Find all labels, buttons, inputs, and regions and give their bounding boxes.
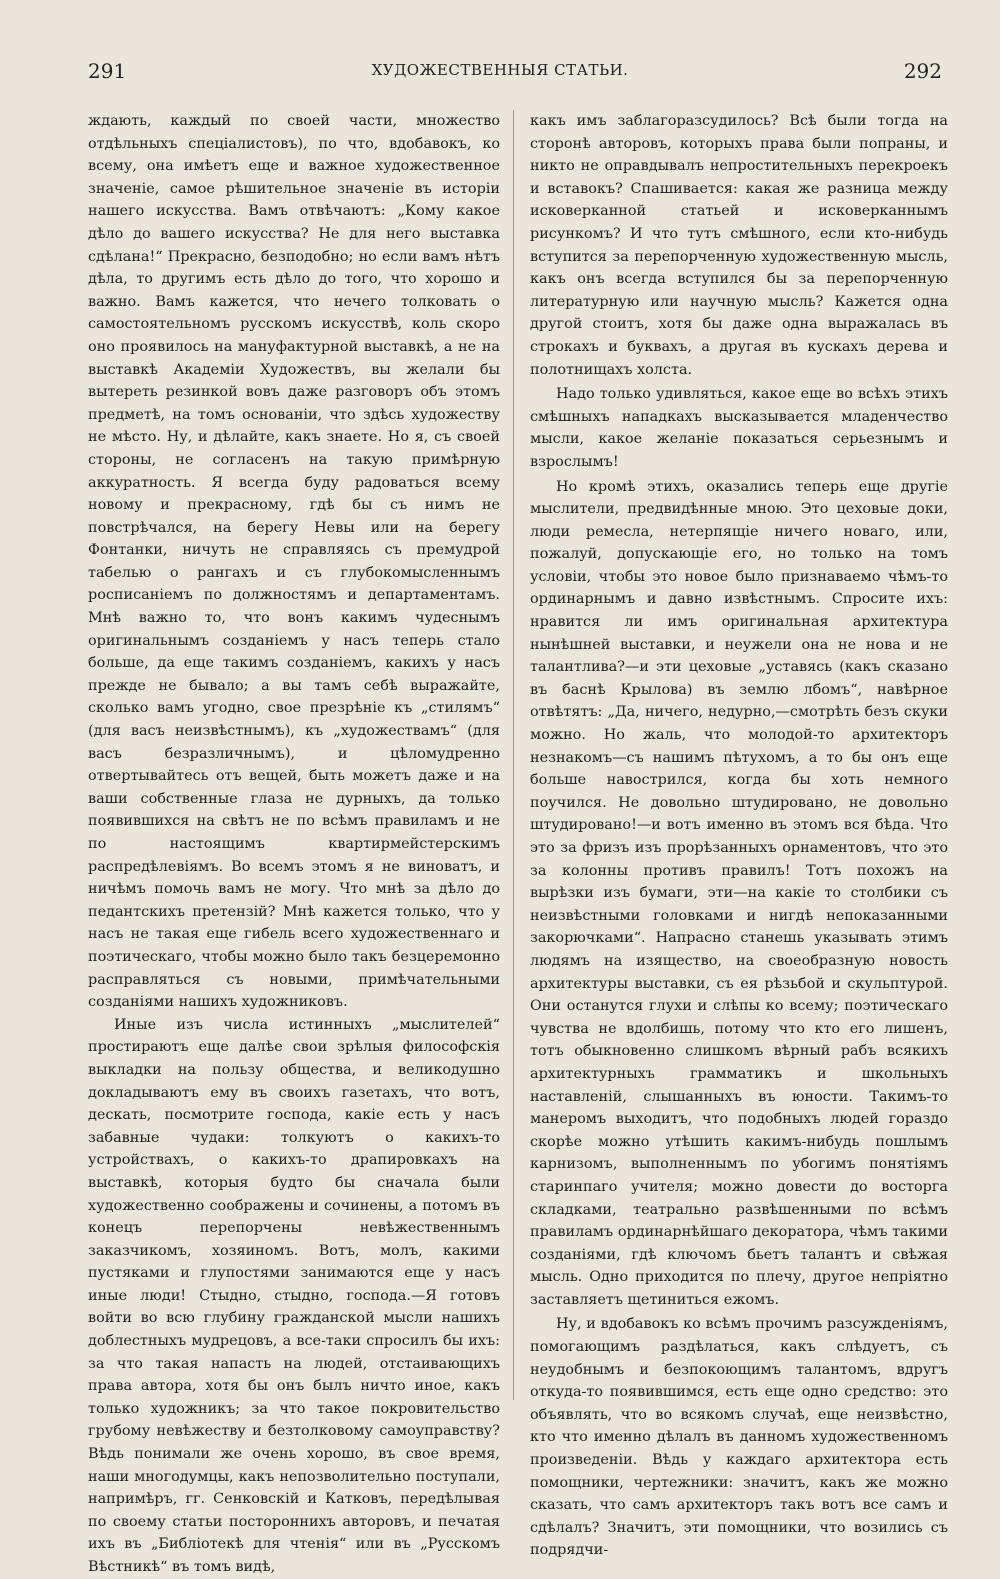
- left-column: [88, 110, 500, 1579]
- paragraph: Иные изъ числа истинныхъ „мыслителей“ простираютъ еще далѣе свои зрѣлыя философскія выкладки на пользу общества, и великодушно докладываютъ ему въ своихъ газетахъ, что вотъ, дескать, посмотрите господа, какіе есть у насъ забавные чудаки: толкуютъ о какихъ-то устройствахъ, о какихъ-то драпировкахъ на выставкѣ, которыя будто бы сначала были художественно соображены и сочинены, а потомъ въ конецъ перепорчены невѣжественнымъ заказчикомъ, хозяиномъ. Вотъ, молъ, какими пустяками и глупостями занимаются еще у насъ иные люди! Стыдно, стыдно, господа.—Я готовъ войти во всю глубину гражданской мысли нашихъ доблестныхъ мудрецовъ, а все-таки спросилъ бы ихъ: за что такая напасть на людей, отстаивающихъ права автора, хотя бы онъ былъ ничто иное, какъ только художникъ; за что такое покровительство грубому невѣжеству и безтолковому самоуправству? Вѣдь понимали же очень хорошо, въ свое время, наши многодумцы, какъ непозволительно поступали, напримѣръ, гг. Сенковскій и Катковъ, передѣлывая по своему статьи постороннихъ авторовъ, и печатая ихъ въ „Библіотекѣ для чтенія“ или въ „Русскомъ Вѣстникѣ“ въ томъ видѣ,: [88, 1016, 500, 1575]
- page-number-left: 291: [88, 59, 127, 83]
- right-column: [530, 110, 948, 1562]
- paragraph: какъ имъ заблагоразсудилось? Всѣ были тогда на сторонѣ авторовъ, которыхъ права были попраны, и никто не оправдывалъ непростительныхъ перекроекъ и вставокъ? Спашивается: какая же разница между исковерканной статьей и исковерканнымъ рисункомъ? И что тутъ смѣшного, если кто-нибудь вступится за перепорченную художественную мысль, какъ онъ всегда вступился бы за перепорченную литературную или научную мысль? Кажется одна другой стоитъ, хотя бы даже одна выражалась въ строкахъ и буквахъ, а другая въ кускахъ дерева и полотнищахъ холста.: [530, 113, 948, 378]
- paragraph: Но кромѣ этихъ, оказались теперь еще другіе мыслители, предвидѣнные мною. Это цеховые доки, люди ремесла, нетерпящіе ничего новаго, или, пожалуй, допускающіе его, но только на томъ условіи, чтобы это новое было признаваемо чѣмъ-то ординарнымъ и давно извѣстнымъ. Спросите ихъ: нравится ли имъ оригинальная архитектура нынѣшней выставки, и неужели она не нова и не талантлива?—и эти цеховые „уставясь (какъ сказано въ баснѣ Крылова) въ землю лбомъ“, навѣрное отвѣтятъ: „Да, ничего, недурно,—смотрѣть безъ скуки можно. Но жаль, что молодой-то архитекторъ незнакомъ—съ нашимъ пѣтухомъ, а то бы онъ еще больше навострился, когда бы хоть немного поучился. Не довольно штудировано, не довольно штудировано!—и вотъ именно въ этомъ вся бѣда. Что это за фризъ изъ прорѣзанныхъ орнаментовъ, что это за колонны противъ правилъ! Тотъ похожъ на вырѣзки изъ бумаги, эти—на какіе то столбики съ неизвѣстными головками и нигдѣ непоказанными закорючками“. Напрасно станешь указывать этимъ людямъ на изящество, на своеобразную новость архитектуры выставки, съ ея рѣзьбой и скульптурой. Они останутся глухи и слѣпы ко всему; поэтическаго чувства не вдолбишь, потому что кто его лишенъ, тотъ обыкновенно слишкомъ вѣрный рабъ всякихъ архитектурныхъ грамматикъ и школьныхъ наставленій, слышанныхъ въ юности. Такимъ-то манеромъ выходитъ, что подобныхъ людей гораздо скорѣе можно утѣшить какимъ-нибудь пошлымъ карнизомъ, выполненнымъ по убогимъ понятіямъ старинпаго учителя; можно довести до восторга складками, театрально развѣшенными по всѣмъ правиламъ ординарнѣйшаго декоратора, чѣмъ такими созданіями, гдѣ ключомъ бьетъ талантъ и свѣжая мысль. Одно приходится по плечу, другое непріятно заставляетъ щетиниться ежомъ.: [530, 478, 948, 1308]
- paragraph: ждають, каждый по своей части, множество отдѣльныхъ спеціалистовъ), по что, вдобавокъ, ко всему, она имѣетъ еще и важное художественное значеніе, самое рѣшительное значеніе въ исторіи нашего искусства. Вамъ отвѣчаютъ: „Кому какое дѣло до вашего искусства? Не для него выставка сдѣлана!“ Прекрасно, безподобно; но если вамъ нѣтъ дѣла, то другимъ есть дѣло до того, что хорошо и важно. Вамъ кажется, что нечего толковать о самостоятельномъ русскомъ искусствѣ, коль скоро оно проявилось на мануфактурной выставкѣ, а не на выставкѣ Академіи Художествъ, вы желали бы вытереть резинкой вовъ даже разговоръ объ этомъ предметѣ, на томъ основаніи, что здѣсь художеству не мѣсто. Ну, и дѣлайте, какъ знаете. Но я, съ своей стороны, не согласенъ на такую примѣрную аккуратность. Я всегда буду радоваться всему новому и прекрасному, гдѣ бы съ нимъ не повстрѣчался, на берегу Невы или на берегу Фонтанки, ничуть не справляясь съ премудрой табелью о рангахъ и съ глубокомысленнымъ росписаніемъ по должностямъ и департаментамъ. Мнѣ важно то, что вонъ какимъ чудеснымъ оригинальнымъ созданіемъ у насъ теперь стало больше, да еще такимъ созданіемъ, какихъ у насъ прежде не бывало; а вы тамъ себѣ выражайте, сколько вамъ угодно, свое презрѣніе къ „стилямъ“ (для васъ неизвѣстнымъ), къ „художествамъ“ (для васъ безразличнымъ), и цѣломудренно отвертывайтесь отъ вещей, быть можетъ даже и на ваши собственные глаза не дурныхъ, да только появившихся на свѣтъ не по всѣмъ правиламъ и не по настоящимъ квартирмейстерскимъ распредѣлевіямъ. Во всемъ этомъ я не виноватъ, и ничѣмъ помочь вамъ не могу. Что мнѣ за дѣло до педантскихъ претензій? Мнѣ кажется только, что у насъ не такая еще гибель всего художественнаго и поэтическаго, чтобы можно было такъ безцеремонно расправляться съ новыми, примѣчательными созданіями нашихъ художниковъ.: [88, 113, 500, 1011]
- page-number-right: 292: [903, 59, 942, 83]
- paragraph: Надо только удивляться, какое еще во всѣхъ этихъ смѣшныхъ нападкахъ высказывается младенчество мысли, какое желаніе показаться серьезнымъ и взрослымъ!: [530, 386, 948, 470]
- running-title: ХУДОЖЕСТВЕННЫЯ СТАТЬИ.: [371, 61, 629, 79]
- page-header: [0, 55, 1000, 91]
- paragraph: Ну, и вдобавокъ ко всѣмъ прочимъ разсужденіямъ, помогающимъ раздѣлаться, какъ слѣдуетъ, съ неудобнымъ и безпокоющимъ талантомъ, вдругъ откуда-то появившимся, есть еще одно средство: это объявлять, что во всякомъ случаѣ, еще неизвѣстно, кто что именно дѣлалъ въ данномъ художественномъ произведеніи. Вѣдь у каждаго архитектора есть помощники, чертежники: значитъ, какъ же можно сказать, что самъ архитекторъ такъ вотъ все самъ и сдѣлалъ? Значитъ, эти помощники, что возились съ подрядчи-: [530, 1316, 948, 1559]
- column-divider: [513, 110, 514, 1400]
